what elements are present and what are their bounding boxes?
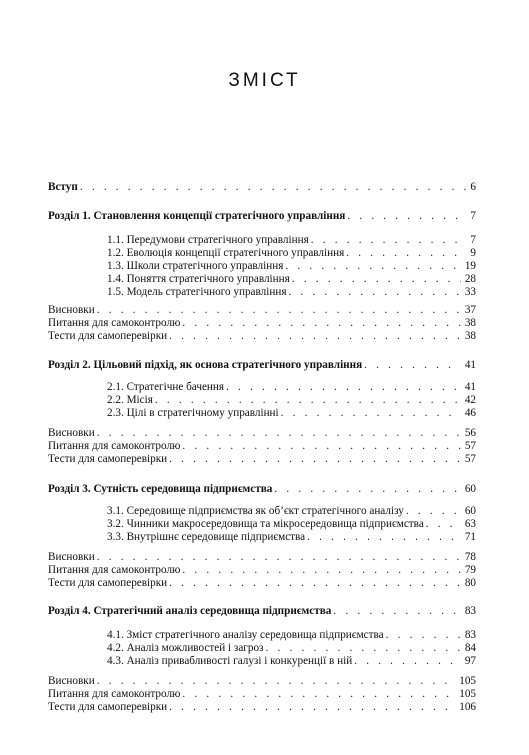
toc-label: Тести для самоперевірки <box>48 453 168 465</box>
toc-label: Висновки <box>48 427 95 439</box>
toc-chapter-3 <box>48 483 476 496</box>
toc-label: 1.5. Модель стратегічного управління <box>107 286 287 298</box>
toc-page-number: 80 <box>464 577 476 589</box>
toc-label: Розділ 3. Сутність середовища підприємства <box>48 483 273 495</box>
toc-section <box>107 273 476 286</box>
toc-label: 3.1. Середовище підприємства як об’єкт стратегічного аналізу <box>107 505 404 517</box>
toc-page-number: 9 <box>470 247 476 259</box>
toc-page-number: 56 <box>464 427 476 439</box>
toc-section <box>107 642 476 655</box>
toc-page-number: 106 <box>459 701 476 713</box>
toc-tests <box>48 453 476 466</box>
toc-self-control <box>48 440 476 453</box>
toc-chapter-1 <box>48 210 476 223</box>
toc-conclusions <box>48 551 476 564</box>
toc-self-control <box>48 564 476 577</box>
toc-page-number: 28 <box>464 273 476 285</box>
toc-page-number: 83 <box>464 605 476 617</box>
toc-conclusions <box>48 427 476 440</box>
toc-section <box>107 286 476 299</box>
toc-page-number: 60 <box>464 483 476 495</box>
toc-page-number: 83 <box>464 629 476 641</box>
toc-section <box>107 518 476 531</box>
toc-label: 2.1. Стратегічне бачення <box>107 381 225 393</box>
toc-self-control <box>48 317 476 330</box>
toc-page-number: 6 <box>470 181 476 193</box>
toc-page-number: 71 <box>464 531 476 543</box>
toc-page-number: 105 <box>459 675 476 687</box>
toc-page-number: 105 <box>459 688 476 700</box>
toc-label: Питання для самоконтролю <box>48 564 181 576</box>
toc-page-number: 78 <box>464 551 476 563</box>
toc-label: Висновки <box>48 304 95 316</box>
toc-label: Висновки <box>48 551 95 563</box>
toc-section <box>107 407 476 420</box>
toc-label: 1.2. Еволюція концепції стратегічного управління <box>107 247 345 259</box>
toc-section <box>107 531 476 544</box>
toc-label: Вступ <box>48 181 78 193</box>
toc-page-number: 38 <box>464 330 476 342</box>
toc-page-number: 97 <box>464 655 476 667</box>
toc-label: 2.2. Місія <box>107 394 153 406</box>
toc-label: 3.2. Чинники макросередовища та мікросередовища підприємства <box>107 518 424 530</box>
toc-page-number: 37 <box>464 304 476 316</box>
toc-page-number: 63 <box>464 518 476 530</box>
toc-label: Тести для самоперевірки <box>48 577 168 589</box>
toc-page-number: 79 <box>464 564 476 576</box>
toc-label: Питання для самоконтролю <box>48 688 181 700</box>
toc-label: Висновки <box>48 675 95 687</box>
toc-page-number: 46 <box>464 407 476 419</box>
toc-label: 4.3. Аналіз привабливості галузі і конкуренції в ній <box>107 655 353 667</box>
toc-label: 1.1. Передумови стратегічного управління <box>107 234 309 246</box>
toc-label: 4.1. Зміст стратегічного аналізу середовища підприємства <box>107 629 384 641</box>
toc-section <box>107 234 476 247</box>
toc-page-number: 42 <box>464 394 476 406</box>
toc-self-control <box>48 688 476 701</box>
toc-page-number: 33 <box>464 286 476 298</box>
toc-page-number: 19 <box>464 260 476 272</box>
toc-page-number: 60 <box>464 505 476 517</box>
toc-section <box>107 505 476 518</box>
toc-tests <box>48 701 476 714</box>
toc-chapter-4 <box>48 605 476 618</box>
toc-page-number: 7 <box>470 234 476 246</box>
toc-chapter-2 <box>48 359 476 372</box>
toc-label: Розділ 4. Стратегічний аналіз середовища підприємства <box>48 605 332 617</box>
toc-tests <box>48 330 476 343</box>
toc-section <box>107 260 476 273</box>
toc-label: 1.3. Школи стратегічного управління <box>107 260 284 272</box>
toc-label: Розділ 2. Цільовий підхід, як основа стратегічного управління <box>48 359 363 371</box>
toc-page-number: 7 <box>470 210 476 222</box>
toc-label: Питання для самоконтролю <box>48 440 181 452</box>
toc-section <box>107 381 476 394</box>
toc-page-number: 41 <box>464 381 476 393</box>
toc-label: Тести для самоперевірки <box>48 330 168 342</box>
toc-page-number: 57 <box>464 453 476 465</box>
toc-label: 1.4. Поняття стратегічного управління <box>107 273 290 285</box>
toc-tests <box>48 577 476 590</box>
page-title: ЗМІСТ <box>228 70 301 91</box>
toc-entry-intro <box>48 181 476 194</box>
toc-label: 3.3. Внутрішнє середовище підприємства <box>107 531 306 543</box>
toc-conclusions <box>48 675 476 688</box>
toc-page-number: 41 <box>464 359 476 371</box>
toc-label: 2.3. Цілі в стратегічному управлінні <box>107 407 279 419</box>
toc-page-number: 38 <box>464 317 476 329</box>
toc-page-number: 84 <box>464 642 476 654</box>
toc-section <box>107 629 476 642</box>
toc-page-number: 57 <box>464 440 476 452</box>
toc-label: Питання для самоконтролю <box>48 317 181 329</box>
toc-section <box>107 394 476 407</box>
toc-label: Тести для самоперевірки <box>48 701 168 713</box>
toc-conclusions <box>48 304 476 317</box>
toc-label: Розділ 1. Становлення концепції стратегічного управління <box>48 210 346 222</box>
toc-section <box>107 247 476 260</box>
toc-label: 4.2. Аналіз можливостей і загроз <box>107 642 264 654</box>
toc-section <box>107 655 476 668</box>
